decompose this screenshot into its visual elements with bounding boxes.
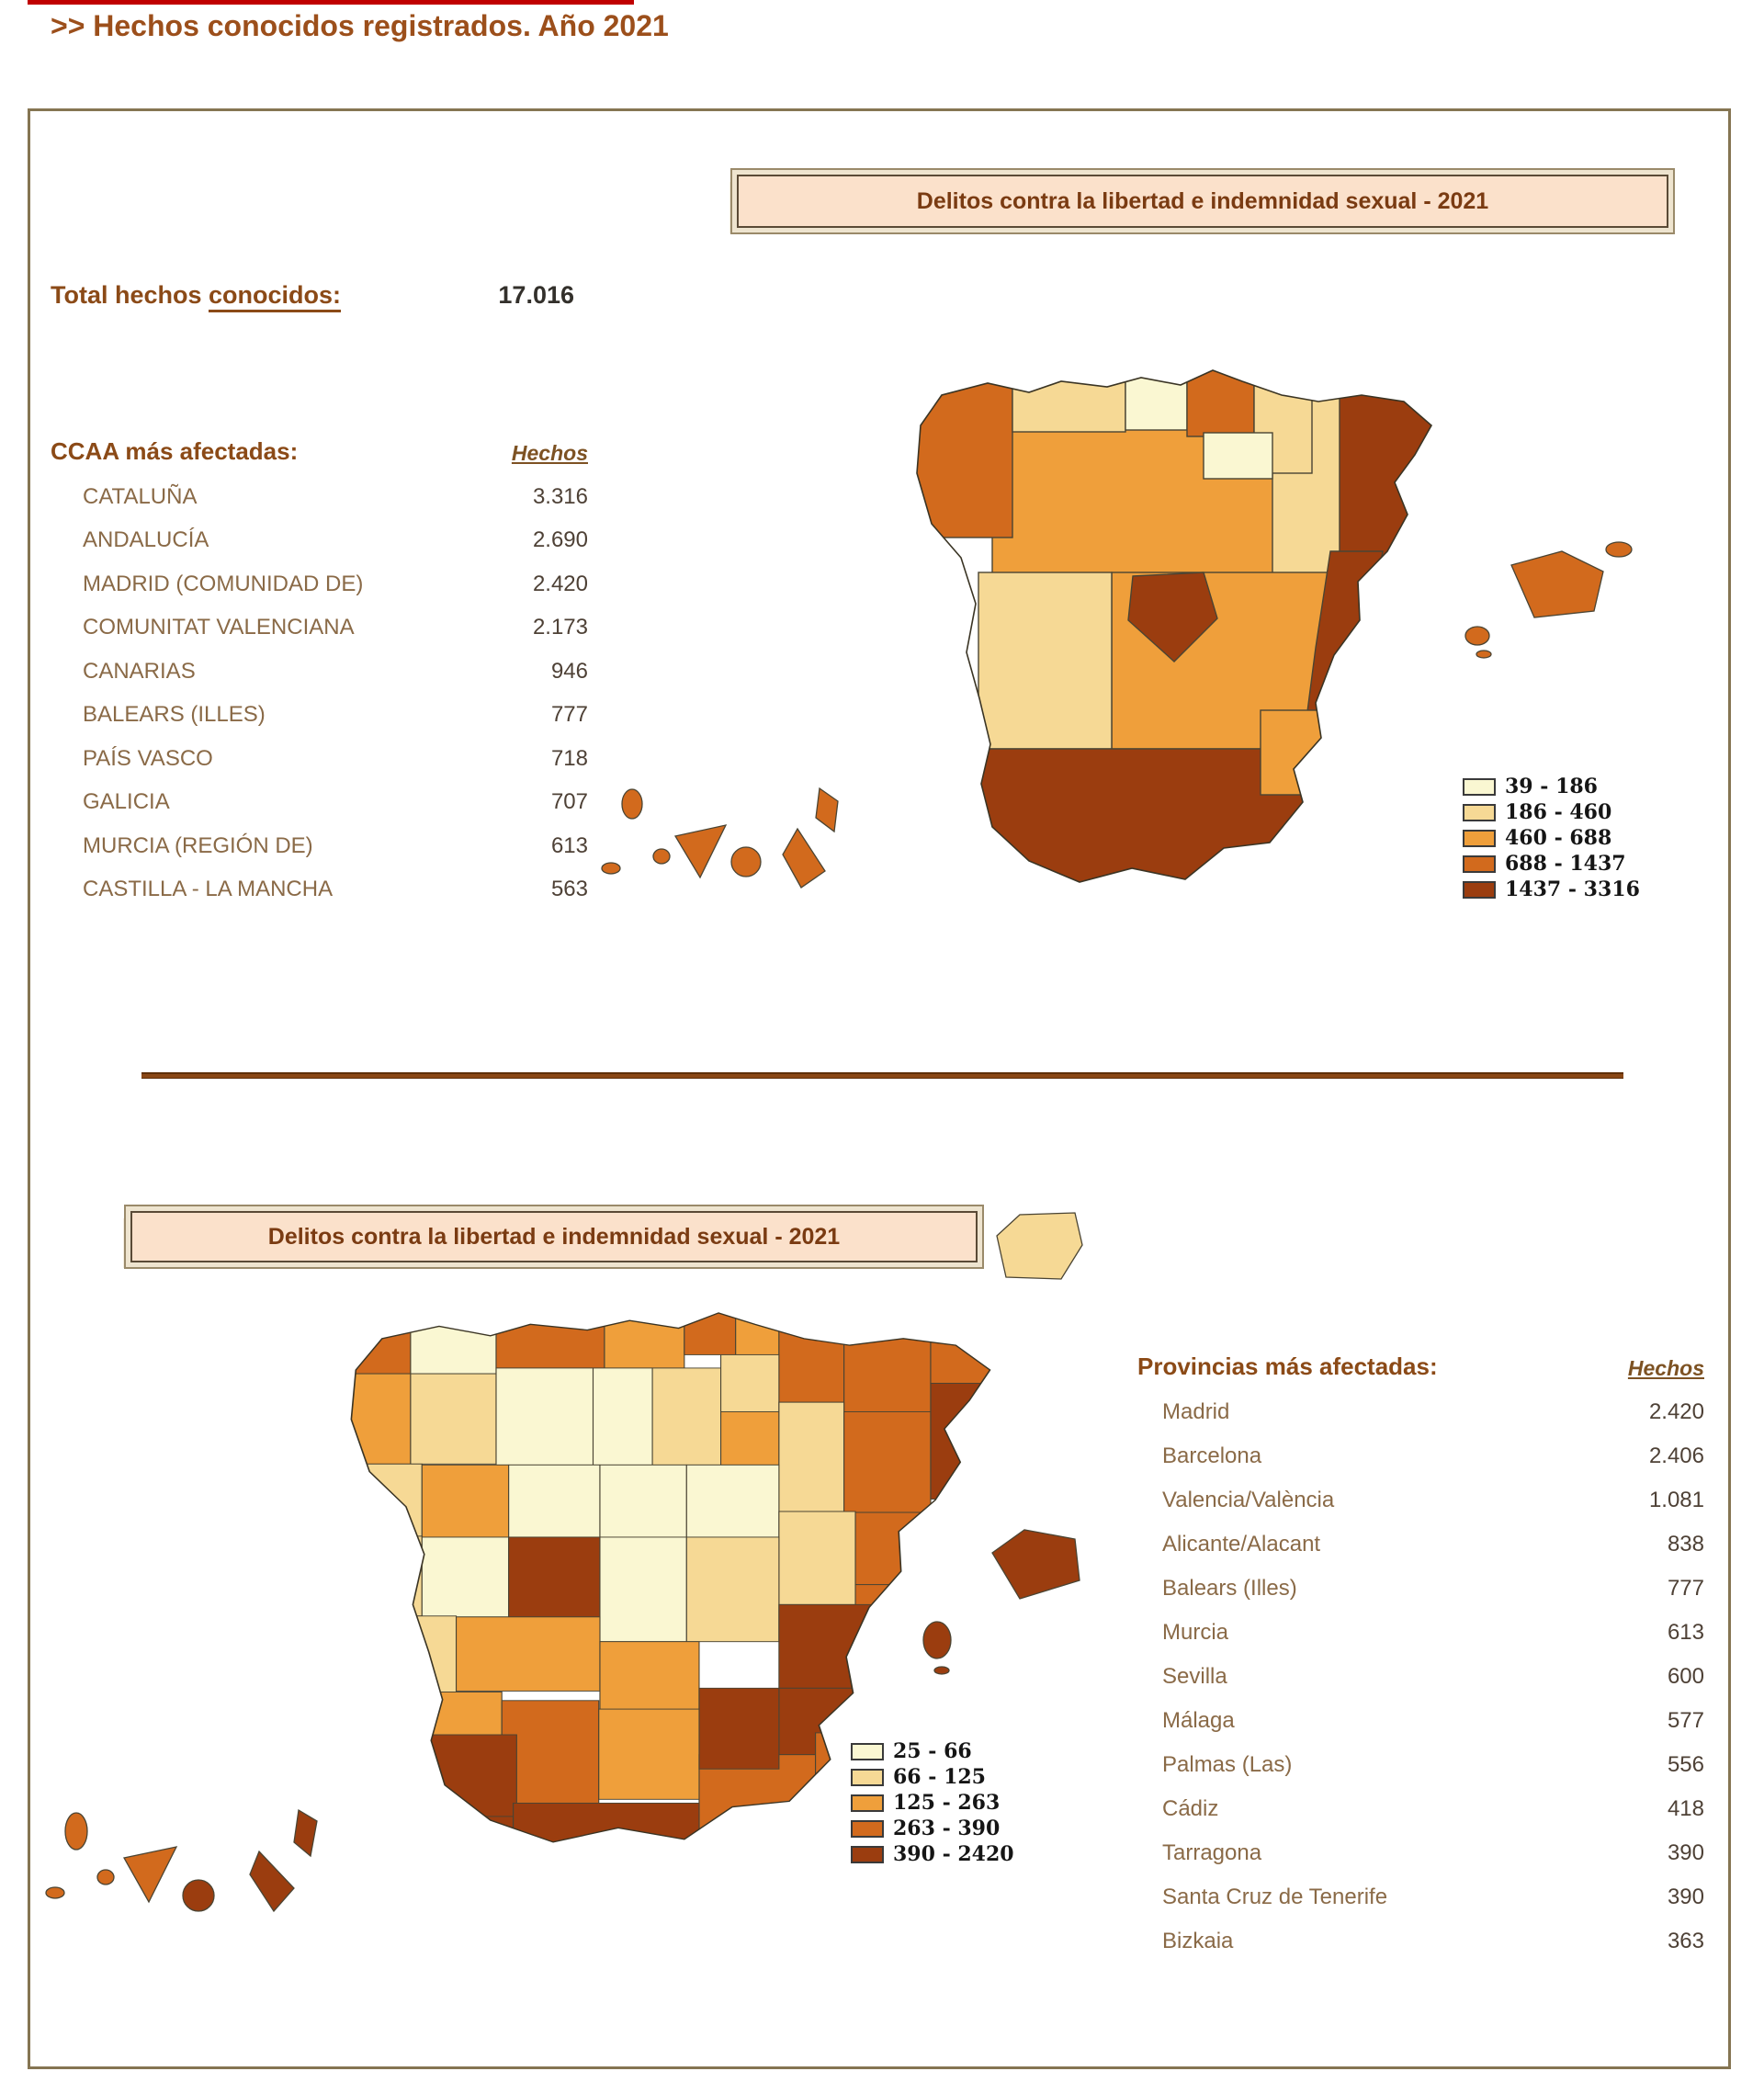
ccaa-list-title: CCAA más afectadas: bbox=[51, 437, 299, 465]
legend-item bbox=[1463, 774, 1640, 799]
total-label-underlined: conocidos: bbox=[209, 281, 341, 312]
province-albacete bbox=[686, 1537, 779, 1642]
province-guadalajara bbox=[686, 1465, 779, 1537]
ccaa-hechos-column-header: Hechos bbox=[511, 441, 588, 465]
legend-item bbox=[851, 1738, 1014, 1764]
legend-label: 39 - 186 bbox=[1505, 775, 1598, 798]
province-name: Murcia bbox=[1162, 1620, 1229, 1645]
province-ourense bbox=[411, 1374, 496, 1464]
province-leon bbox=[496, 1368, 594, 1465]
region-value: 718 bbox=[550, 745, 588, 771]
region-name: MADRID (COMUNIDAD DE) bbox=[83, 571, 364, 596]
province-murcia bbox=[699, 1688, 779, 1769]
island-menorca bbox=[997, 1213, 1082, 1279]
legend-swatch bbox=[851, 1769, 884, 1786]
province-value: 838 bbox=[1667, 1532, 1704, 1556]
region-name: BALEARS (ILLES) bbox=[83, 702, 266, 728]
province-girona bbox=[931, 1286, 992, 1383]
canary-islands-map2 bbox=[46, 1810, 317, 1911]
island-gran-canaria bbox=[731, 847, 761, 877]
island-formentera bbox=[934, 1667, 949, 1674]
region-name: CASTILLA - LA MANCHA bbox=[83, 877, 334, 902]
list-item bbox=[51, 737, 588, 781]
legend-item bbox=[851, 1816, 1014, 1841]
province-malaga bbox=[514, 1803, 699, 1860]
section-divider bbox=[141, 1072, 1623, 1079]
legend-swatch bbox=[1463, 778, 1496, 796]
island-formentera bbox=[1476, 651, 1491, 658]
list-item bbox=[51, 650, 588, 694]
list-item bbox=[1137, 1699, 1704, 1743]
legend-item bbox=[851, 1841, 1014, 1867]
province-zamora bbox=[331, 1464, 422, 1536]
province-value: 613 bbox=[1667, 1620, 1704, 1645]
list-item bbox=[1137, 1567, 1704, 1611]
legend-label: 25 - 66 bbox=[893, 1739, 972, 1763]
region-name: ANDALUCÍA bbox=[83, 527, 209, 553]
legend-item bbox=[1463, 799, 1640, 825]
island-la-gomera bbox=[653, 849, 670, 864]
region-value: 946 bbox=[550, 658, 588, 684]
province-name: Palmas (Las) bbox=[1162, 1752, 1293, 1777]
province-toledo bbox=[457, 1617, 600, 1692]
island-lanzarote bbox=[816, 788, 838, 832]
province-value: 390 bbox=[1667, 1840, 1704, 1865]
legend-label: 66 - 125 bbox=[893, 1765, 986, 1789]
region-andalucia bbox=[978, 749, 1309, 891]
page-title: >> Hechos conocidos registrados. Año 2021 bbox=[51, 9, 669, 42]
province-bizkaia bbox=[684, 1286, 736, 1354]
legend-swatch bbox=[851, 1743, 884, 1760]
region-la-rioja bbox=[1204, 433, 1272, 479]
province-huelva bbox=[331, 1760, 420, 1847]
province-rioja bbox=[721, 1411, 779, 1465]
legend-swatch bbox=[1463, 830, 1496, 847]
list-item bbox=[1137, 1655, 1704, 1699]
region-name: MURCIA (REGIÓN DE) bbox=[83, 832, 313, 858]
island-tenerife bbox=[124, 1847, 176, 1902]
list-item bbox=[1137, 1522, 1704, 1567]
province-value: 418 bbox=[1667, 1796, 1704, 1821]
region-extremadura bbox=[978, 572, 1112, 749]
province-value: 2.420 bbox=[1648, 1399, 1704, 1424]
legend-swatch bbox=[851, 1820, 884, 1838]
province-madrid bbox=[509, 1537, 600, 1617]
island-ibiza bbox=[923, 1622, 951, 1658]
region-value: 2.690 bbox=[532, 527, 588, 553]
region-galicia bbox=[900, 368, 1012, 538]
province-name: Bizkaia bbox=[1162, 1929, 1234, 1953]
region-value: 613 bbox=[550, 832, 588, 858]
province-asturias bbox=[496, 1286, 605, 1368]
region-value: 2.173 bbox=[532, 615, 588, 640]
provincias-hechos-column-header: Hechos bbox=[1627, 1356, 1704, 1380]
province-value: 777 bbox=[1667, 1576, 1704, 1601]
canary-islands-map1 bbox=[602, 788, 838, 888]
legend-label: 186 - 460 bbox=[1505, 800, 1612, 824]
region-name: CANARIAS bbox=[83, 658, 196, 684]
legend-label: 390 - 2420 bbox=[893, 1842, 1014, 1866]
island-tenerife bbox=[675, 825, 726, 877]
region-asturias bbox=[1012, 368, 1125, 432]
ccaa-list bbox=[51, 475, 588, 911]
legend-swatch bbox=[851, 1794, 884, 1812]
legend-label: 125 - 263 bbox=[893, 1791, 1001, 1815]
province-salamanca bbox=[331, 1536, 422, 1616]
map1-legend bbox=[1463, 774, 1640, 902]
province-tarragona bbox=[855, 1512, 946, 1585]
province-name: Madrid bbox=[1162, 1399, 1230, 1424]
top-banner-remnant bbox=[28, 0, 634, 5]
region-value: 563 bbox=[550, 877, 588, 902]
total-label bbox=[51, 281, 341, 310]
list-item bbox=[51, 519, 588, 563]
section2-header-title: Delitos contra la libertad e indemnidad sexual - 2021 bbox=[267, 1223, 841, 1250]
region-name: COMUNITAT VALENCIANA bbox=[83, 615, 355, 640]
list-item bbox=[1137, 1831, 1704, 1875]
province-coruna bbox=[331, 1286, 411, 1374]
region-name: PAÍS VASCO bbox=[83, 745, 213, 771]
province-name: Valencia/València bbox=[1162, 1488, 1335, 1512]
list-item bbox=[1137, 1611, 1704, 1655]
province-name: Málaga bbox=[1162, 1708, 1235, 1733]
province-cuenca bbox=[600, 1537, 686, 1642]
province-value: 363 bbox=[1667, 1929, 1704, 1953]
list-item bbox=[1137, 1434, 1704, 1478]
province-palencia bbox=[594, 1368, 653, 1465]
province-name: Santa Cruz de Tenerife bbox=[1162, 1885, 1388, 1909]
province-barcelona bbox=[931, 1383, 992, 1499]
region-value: 707 bbox=[550, 789, 588, 815]
island-lanzarote bbox=[294, 1810, 317, 1856]
list-item bbox=[51, 868, 588, 912]
province-value: 577 bbox=[1667, 1708, 1704, 1733]
province-teruel bbox=[779, 1511, 855, 1604]
province-zaragoza bbox=[779, 1402, 844, 1511]
province-name: Cádiz bbox=[1162, 1796, 1219, 1821]
province-value: 390 bbox=[1667, 1885, 1704, 1909]
province-alava bbox=[721, 1354, 779, 1411]
legend-swatch bbox=[851, 1846, 884, 1863]
island-la-palma bbox=[65, 1813, 87, 1850]
region-name: GALICIA bbox=[83, 789, 170, 815]
map2-legend bbox=[851, 1738, 1014, 1867]
legend-label: 1437 - 3316 bbox=[1505, 877, 1640, 901]
province-huesca bbox=[844, 1286, 931, 1411]
province-name: Tarragona bbox=[1162, 1840, 1262, 1865]
legend-item bbox=[1463, 877, 1640, 902]
province-name: Sevilla bbox=[1162, 1664, 1227, 1689]
legend-swatch bbox=[1463, 804, 1496, 821]
island-el-hierro bbox=[46, 1887, 64, 1898]
provincias-list-title: Provincias más afectadas: bbox=[1137, 1353, 1438, 1380]
province-value: 556 bbox=[1667, 1752, 1704, 1777]
list-item bbox=[51, 475, 588, 519]
province-valladolid bbox=[422, 1465, 508, 1537]
province-avila bbox=[422, 1537, 508, 1617]
list-item bbox=[1137, 1875, 1704, 1919]
province-value: 600 bbox=[1667, 1664, 1704, 1689]
legend-label: 688 - 1437 bbox=[1505, 852, 1626, 876]
island-mallorca bbox=[992, 1530, 1080, 1599]
region-value: 777 bbox=[550, 702, 588, 728]
legend-label: 263 - 390 bbox=[893, 1817, 1001, 1840]
province-value: 2.406 bbox=[1648, 1443, 1704, 1468]
region-value: 2.420 bbox=[532, 571, 588, 596]
legend-item bbox=[851, 1764, 1014, 1790]
total-value: 17.016 bbox=[498, 281, 574, 309]
list-item bbox=[1137, 1743, 1704, 1787]
province-navarra bbox=[779, 1286, 844, 1402]
island-la-palma bbox=[622, 789, 642, 819]
island-fuerteventura bbox=[250, 1851, 294, 1911]
list-item bbox=[51, 824, 588, 868]
legend-item bbox=[1463, 825, 1640, 851]
provincias-list bbox=[1137, 1390, 1704, 1964]
region-cantabria bbox=[1125, 368, 1187, 430]
province-burgos bbox=[652, 1368, 720, 1465]
list-item bbox=[1137, 1919, 1704, 1964]
province-cadiz bbox=[388, 1817, 514, 1873]
list-item bbox=[1137, 1478, 1704, 1522]
province-pontevedra bbox=[331, 1374, 411, 1464]
region-cataluna bbox=[1340, 379, 1433, 563]
legend-item bbox=[851, 1790, 1014, 1816]
island-gran-canaria bbox=[183, 1880, 214, 1911]
province-castellon bbox=[855, 1585, 922, 1653]
province-segovia bbox=[509, 1465, 600, 1537]
province-lleida bbox=[844, 1411, 931, 1512]
island-ibiza bbox=[1465, 627, 1489, 645]
legend-swatch bbox=[1463, 855, 1496, 873]
list-item bbox=[51, 606, 588, 651]
region-value: 3.316 bbox=[532, 483, 588, 509]
list-item bbox=[51, 694, 588, 738]
province-name: Barcelona bbox=[1162, 1443, 1262, 1468]
list-item bbox=[51, 781, 588, 825]
region-name: CATALUÑA bbox=[83, 483, 198, 509]
province-jaen bbox=[599, 1709, 707, 1799]
island-la-gomera bbox=[97, 1870, 114, 1885]
island-fuerteventura bbox=[783, 829, 825, 888]
province-name: Balears (Illes) bbox=[1162, 1576, 1297, 1601]
island-el-hierro bbox=[602, 863, 620, 874]
region-murcia bbox=[1261, 710, 1332, 795]
legend-swatch bbox=[1463, 881, 1496, 899]
total-label-prefix: Total hechos bbox=[51, 281, 209, 309]
province-soria bbox=[600, 1465, 686, 1537]
province-value: 1.081 bbox=[1648, 1488, 1704, 1512]
province-valencia bbox=[779, 1604, 899, 1688]
island-menorca bbox=[1606, 542, 1632, 557]
list-item bbox=[51, 562, 588, 606]
legend-label: 460 - 688 bbox=[1505, 826, 1612, 850]
legend-item bbox=[1463, 851, 1640, 877]
province-name: Alicante/Alacant bbox=[1162, 1532, 1321, 1556]
island-mallorca bbox=[1511, 551, 1603, 617]
list-item bbox=[1137, 1787, 1704, 1831]
balearic-islands-map1 bbox=[1465, 542, 1632, 658]
section1-header-box bbox=[737, 175, 1668, 228]
section1-header-title: Delitos contra la libertad e indemnidad sexual - 2021 bbox=[916, 187, 1489, 214]
list-item bbox=[1137, 1390, 1704, 1434]
